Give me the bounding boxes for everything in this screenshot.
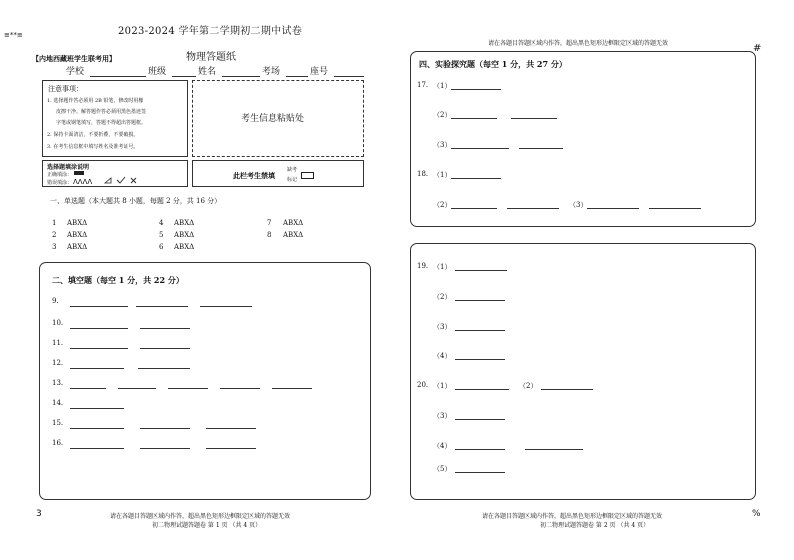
notice-title: 注意事项：: [48, 85, 83, 93]
fill-row-9: [52, 297, 59, 305]
blank-20-2[interactable]: [541, 389, 593, 390]
blank-12-2[interactable]: [138, 368, 190, 369]
left-footer-notice: 请在各题目答题区域内作答，超出黑色矩形边框限定区域的答题无效: [110, 513, 291, 520]
mc-options-8[interactable]: ABXΔ: [283, 231, 304, 239]
fill-in-section-box: [39, 262, 371, 500]
blank-19-2[interactable]: [455, 300, 505, 301]
svg-text:ΛΛΛΛ: ΛΛΛΛ: [73, 178, 93, 186]
blank-18-1[interactable]: [451, 178, 501, 179]
blank-17-1[interactable]: [451, 89, 501, 90]
mc-options-1[interactable]: ABXΔ: [67, 219, 88, 227]
right-footer-notice: 请在各题目答题区域内作答，超出黑色矩形边框限定区域的答题无效: [482, 513, 663, 520]
blank-9-3[interactable]: [200, 306, 252, 307]
blank-20-4a[interactable]: [455, 449, 505, 450]
blank-20-3[interactable]: [455, 419, 505, 420]
school-underline[interactable]: [90, 76, 146, 77]
q19-number: 19.: [417, 262, 429, 270]
class-underline[interactable]: [172, 76, 196, 77]
q18-number: 18.: [417, 170, 429, 178]
blank-15-3[interactable]: [206, 428, 256, 429]
blank-18-2b[interactable]: [507, 208, 559, 209]
group-label: 【内地西藏班学生联考用】: [32, 54, 116, 63]
absent-box: [192, 160, 364, 187]
corner-mark-bottom-right: %: [752, 509, 761, 519]
info-field-school: 学校: [66, 67, 85, 77]
mc-num-3: 3: [52, 243, 57, 251]
left-footer-page: 初二物理试题答题卷 第 1 页 （共 4 页）: [152, 522, 262, 529]
seat-underline[interactable]: [334, 76, 364, 77]
blank-19-3[interactable]: [455, 330, 505, 331]
fill-correct-label: 正确填涂：: [47, 172, 73, 178]
q20-part-4: （4）: [433, 442, 452, 450]
notice-line-2: 皮擦干净。解答题作答必须用黑色墨迹签: [56, 109, 147, 115]
fill-num-9: 9.: [52, 297, 59, 305]
mc-num-5: 5: [159, 231, 164, 239]
blank-17-3a[interactable]: [451, 148, 509, 149]
blank-15-2[interactable]: [140, 428, 190, 429]
blank-20-1[interactable]: [455, 389, 509, 390]
q17-part-1: （1）: [433, 82, 452, 90]
info-field-class: 班级: [148, 67, 167, 77]
absent-tag-top: 缺考: [287, 167, 298, 173]
notice-line-3: 字笔或钢笔填写，答题不得超出答题框。: [56, 120, 147, 126]
fill-row-13: [52, 379, 63, 387]
q19-part-4: （4）: [433, 352, 452, 360]
mc-num-6: 6: [159, 243, 164, 251]
mc-options-2[interactable]: ABXΔ: [67, 231, 88, 239]
header-notice: 请在各题目答题区域内作答，超出黑色矩形边框限定区域的答题无效: [488, 40, 669, 47]
fill-row-11: [52, 339, 63, 347]
mc-options-3[interactable]: ABXΔ: [67, 243, 88, 251]
fill-num-15: 15.: [52, 419, 64, 427]
q20-part-2: （2）: [519, 382, 538, 390]
mc-options-5[interactable]: ABXΔ: [174, 231, 195, 239]
notice-line-5: 3. 在考生信息框中填写姓名及准考证号。: [47, 144, 139, 150]
fill-row-12: [52, 359, 63, 367]
blank-9-2[interactable]: [136, 306, 188, 307]
blank-17-2a[interactable]: [451, 118, 497, 119]
student-info-sticker-box: [192, 80, 364, 157]
mc-heading: 一、单选题（本大题共 8 小题，每题 2 分，共 16 分）: [50, 197, 222, 205]
mc-num-1: 1: [52, 219, 57, 227]
q18-part-3: （3）: [569, 201, 588, 209]
blank-17-2b[interactable]: [511, 118, 557, 119]
mc-num-7: 7: [267, 219, 272, 227]
blank-10-1[interactable]: [70, 328, 128, 329]
fill-row-16: [52, 439, 63, 447]
notice-line-1: 1. 选择题作答必须用 2B 铅笔，修改时用橡: [47, 98, 144, 104]
blank-20-4b[interactable]: [525, 449, 583, 450]
blank-19-4[interactable]: [455, 359, 505, 360]
mc-options-6[interactable]: ABXΔ: [174, 243, 195, 251]
right-footer-page: 初二物理试题答题卷 第 2 页 （共 4 页）: [540, 522, 650, 529]
blank-12-1[interactable]: [70, 368, 124, 369]
blank-14-1[interactable]: [70, 408, 124, 409]
blank-13-3[interactable]: [168, 388, 208, 389]
info-field-room: 考场: [262, 67, 281, 77]
blank-10-2[interactable]: [140, 328, 190, 329]
fill-in-heading: 二、填空题（每空 1 分，共 22 分）: [52, 275, 184, 285]
corner-mark-bottom-left: 3: [36, 509, 42, 519]
q19-part-3: （3）: [433, 323, 452, 331]
sheet-title: 物理答题纸: [186, 52, 236, 63]
mc-num-2: 2: [52, 231, 57, 239]
absent-tag-bottom: 标记: [287, 177, 298, 183]
q19-part-1: （1）: [433, 263, 452, 271]
q18-part-2: （2）: [433, 201, 452, 209]
blank-16-3[interactable]: [206, 448, 256, 449]
q18-part-1: （1）: [433, 171, 452, 179]
fill-num-16: 16.: [52, 439, 64, 447]
blank-11-1[interactable]: [70, 348, 128, 349]
name-underline[interactable]: [222, 76, 260, 77]
blank-20-5[interactable]: [455, 472, 505, 473]
blank-19-1[interactable]: [455, 270, 507, 271]
q20-part-3: （3）: [433, 412, 452, 420]
fill-num-12: 12.: [52, 359, 64, 367]
q20-part-5: （5）: [433, 465, 452, 473]
fill-num-14: 14.: [52, 399, 64, 407]
fill-example-box: [42, 160, 188, 187]
q20-number: 20.: [417, 381, 429, 389]
q19-part-2: （2）: [433, 293, 452, 301]
info-field-name: 姓名: [198, 67, 217, 77]
corner-mark-top-left: ≡**≡: [4, 31, 23, 39]
mc-num-8: 8: [267, 231, 272, 239]
blank-18-2a[interactable]: [451, 208, 497, 209]
notice-line-4: 2. 保持卡面清洁，不要折叠，不要破损。: [47, 132, 139, 138]
fill-wrong-label: 错误填涂：: [47, 180, 73, 186]
q17-part-2: （2）: [433, 111, 452, 119]
exam-title: 2023-2024 学年第二学期初二期中试卷: [118, 26, 303, 37]
q20-part-1: （1）: [433, 382, 452, 390]
blank-13-2[interactable]: [118, 388, 156, 389]
blank-13-5[interactable]: [272, 388, 312, 389]
fill-num-13: 13.: [52, 379, 64, 387]
blank-17-3b[interactable]: [519, 148, 563, 149]
blank-13-4[interactable]: [220, 388, 260, 389]
calculation-section-box: [410, 243, 756, 500]
sticker-label: 考生信息粘贴处: [241, 114, 305, 124]
blank-15-1[interactable]: [70, 428, 124, 429]
blank-9-1[interactable]: [70, 306, 128, 307]
absent-label: 此栏考生禁填: [233, 171, 275, 180]
blank-16-1[interactable]: [70, 448, 124, 449]
corner-mark-top-right: #: [753, 43, 762, 54]
wrong-fill-examples-icon: [73, 174, 143, 186]
fill-row-14: [52, 399, 63, 407]
room-underline[interactable]: [286, 76, 308, 77]
fill-example-title: 选择题填涂说明: [47, 164, 90, 171]
fill-num-10: 10.: [52, 319, 64, 327]
experiment-heading: 四、实验探究题（每空 1 分，共 27 分）: [419, 59, 567, 69]
absent-checkbox[interactable]: [301, 172, 314, 179]
experiment-section-box: [410, 51, 756, 227]
notice-box: [42, 80, 188, 157]
fill-num-11: 11.: [52, 339, 64, 347]
mc-options-7[interactable]: ABXΔ: [283, 219, 304, 227]
mc-options-4[interactable]: ABXΔ: [174, 219, 195, 227]
mc-num-4: 4: [159, 219, 164, 227]
q17-part-3: （3）: [433, 141, 452, 149]
blank-18-3b[interactable]: [649, 208, 701, 209]
blank-13-1[interactable]: [70, 388, 106, 389]
blank-18-3a[interactable]: [587, 208, 639, 209]
info-field-seat: 座号: [310, 67, 329, 77]
fill-row-10: [52, 319, 63, 327]
q17-number: 17.: [417, 81, 429, 89]
fill-row-15: [52, 419, 63, 427]
blank-16-2[interactable]: [140, 448, 190, 449]
blank-11-2[interactable]: [140, 348, 190, 349]
